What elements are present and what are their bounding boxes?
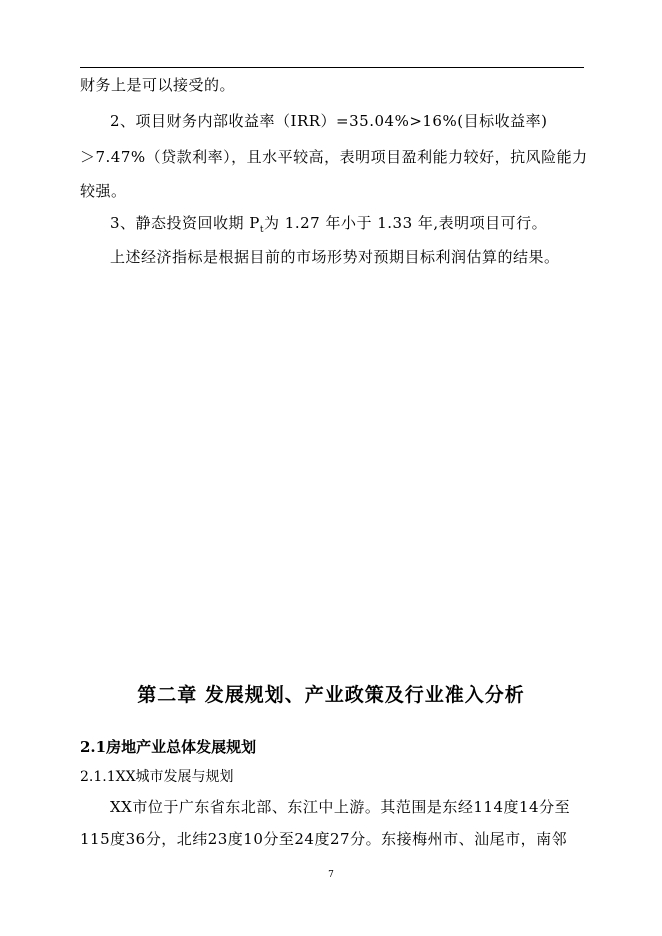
paragraph-line-6: 上述经济指标是根据目前的市场形势对预期目标利润估算的结果。 (110, 248, 560, 266)
paragraph-line-2: 2、项目财务内部收益率（IRR）=35.04%>16%(目标收益率) (110, 112, 548, 130)
body-line-2: 115度36分，北纬23度10分至24度27分。东接梅州市、汕尾市，南邻 (80, 830, 568, 848)
paragraph-line-4: 较强。 (80, 182, 127, 200)
payback-subscript: t (259, 225, 265, 235)
page-number: 7 (328, 870, 334, 880)
section-heading-2-1: 2.1房地产业总体发展规划 (80, 738, 257, 756)
header-rule (80, 67, 584, 68)
payback-text: 为 1.27 年小于 1.33 年,表明项目可行。 (264, 214, 548, 232)
paragraph-line-3: ＞7.47%（贷款利率），且水平较高，表明项目盈利能力较好，抗风险能力 (80, 148, 588, 166)
paragraph-line-5 (110, 212, 547, 235)
section-heading-2-1-1: 2.1.1XX城市发展与规划 (80, 769, 234, 785)
chapter-title: 第二章 发展规划、产业政策及行业准入分析 (137, 684, 525, 706)
body-line-1: XX市位于广东省东北部、东江中上游。其范围是东经114度14分至 (110, 798, 571, 816)
paragraph-line-1: 财务上是可以接受的。 (80, 76, 236, 94)
payback-label: 3、静态投资回收期 P (110, 214, 260, 232)
